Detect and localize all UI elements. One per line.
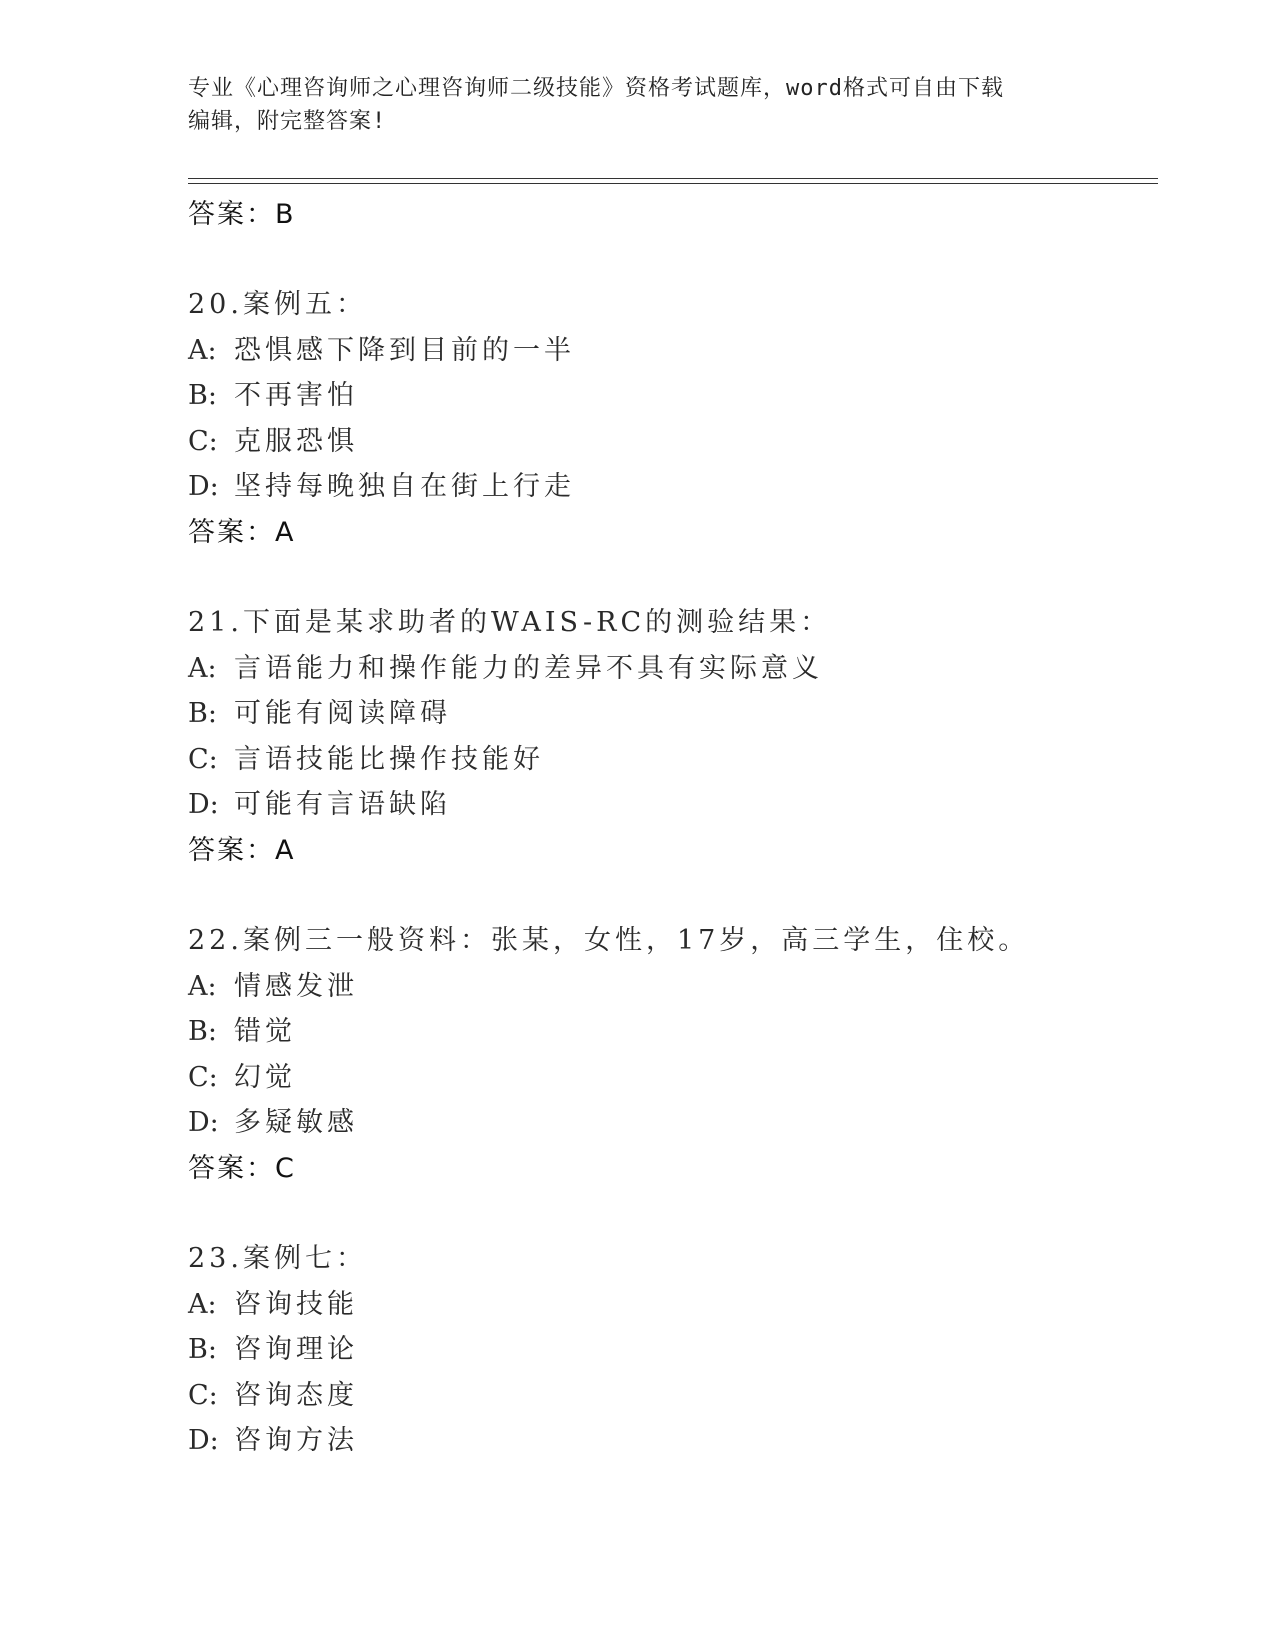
- option-c: [188, 1055, 1148, 1101]
- option-b: [188, 691, 1148, 737]
- option-text: 情感发泄: [234, 970, 358, 1002]
- option-text: 幻觉: [234, 1061, 296, 1093]
- option-d: [188, 782, 1148, 828]
- option-c: [188, 737, 1148, 783]
- document-header: [188, 72, 1088, 138]
- answer-line: 答案：B: [188, 199, 296, 230]
- spacer: [188, 555, 1148, 600]
- option-text: 言语技能比操作技能好: [234, 743, 544, 775]
- question-title: 22.案例三一般资料：张某，女性，17岁，高三学生，住校。: [188, 924, 1030, 956]
- option-text: 不再害怕: [234, 380, 358, 412]
- option-a: [188, 1282, 1148, 1328]
- option-b: [188, 1327, 1148, 1373]
- question-item: [188, 282, 1148, 555]
- option-letter: C:: [188, 743, 218, 775]
- option-text: 咨询理论: [234, 1334, 358, 1366]
- option-d: [188, 1100, 1148, 1146]
- question-item: [188, 918, 1148, 1191]
- option-text: 可能有言语缺陷: [234, 789, 451, 821]
- option-letter: B:: [188, 698, 217, 730]
- option-c: [188, 1373, 1148, 1419]
- header-line-1: 专业《心理咨询师之心理咨询师二级技能》资格考试题库，word格式可自由下载: [188, 76, 1004, 101]
- option-letter: D:: [188, 471, 219, 503]
- option-letter: C:: [188, 1379, 218, 1411]
- spacer: [188, 237, 1148, 282]
- question-list: [188, 192, 1148, 1464]
- answer-line: 答案：A: [188, 516, 296, 548]
- option-letter: D:: [188, 789, 219, 821]
- option-letter: B:: [188, 380, 217, 412]
- option-text: 咨询技能: [234, 1288, 358, 1320]
- option-letter: C:: [188, 1061, 218, 1093]
- option-c: [188, 419, 1148, 465]
- question-item: [188, 1236, 1148, 1464]
- option-text: 可能有阅读障碍: [234, 698, 451, 730]
- option-text: 克服恐惧: [234, 425, 358, 457]
- spacer: [188, 873, 1148, 918]
- option-letter: A:: [188, 1288, 217, 1320]
- option-letter: B:: [188, 1334, 217, 1366]
- option-text: 咨询方法: [234, 1425, 358, 1457]
- option-text: 言语能力和操作能力的差异不具有实际意义: [234, 652, 823, 684]
- option-letter: A:: [188, 652, 217, 684]
- option-letter: B:: [188, 1016, 217, 1048]
- option-letter: D:: [188, 1107, 219, 1139]
- answer-line: 答案：C: [188, 1152, 296, 1184]
- header-rule-bottom: [188, 183, 1158, 184]
- header-line-2: 编辑，附完整答案!: [188, 109, 387, 134]
- option-letter: D:: [188, 1425, 219, 1457]
- option-a: [188, 964, 1148, 1010]
- option-letter: A:: [188, 334, 217, 366]
- question-title: 21.下面是某求助者的WAIS-RC的测验结果：: [188, 606, 832, 638]
- header-rule-top: [188, 178, 1158, 179]
- question-title: 23.案例七：: [188, 1242, 367, 1274]
- option-text: 恐惧感下降到目前的一半: [234, 334, 575, 366]
- question-title: 20.案例五：: [188, 289, 367, 320]
- option-text: 错觉: [234, 1016, 296, 1048]
- option-letter: A:: [188, 970, 217, 1002]
- option-letter: C:: [188, 425, 218, 457]
- option-d: [188, 1418, 1148, 1464]
- option-d: [188, 464, 1148, 510]
- answer-line: 答案：A: [188, 834, 296, 866]
- spacer: [188, 1191, 1148, 1236]
- option-a: [188, 646, 1148, 692]
- option-text: 坚持每晚独自在街上行走: [234, 471, 575, 503]
- question-item: [188, 600, 1148, 873]
- option-text: 多疑敏感: [234, 1107, 358, 1139]
- option-b: [188, 1009, 1148, 1055]
- option-b: [188, 373, 1148, 419]
- option-text: 咨询态度: [234, 1379, 358, 1411]
- option-a: [188, 328, 1148, 374]
